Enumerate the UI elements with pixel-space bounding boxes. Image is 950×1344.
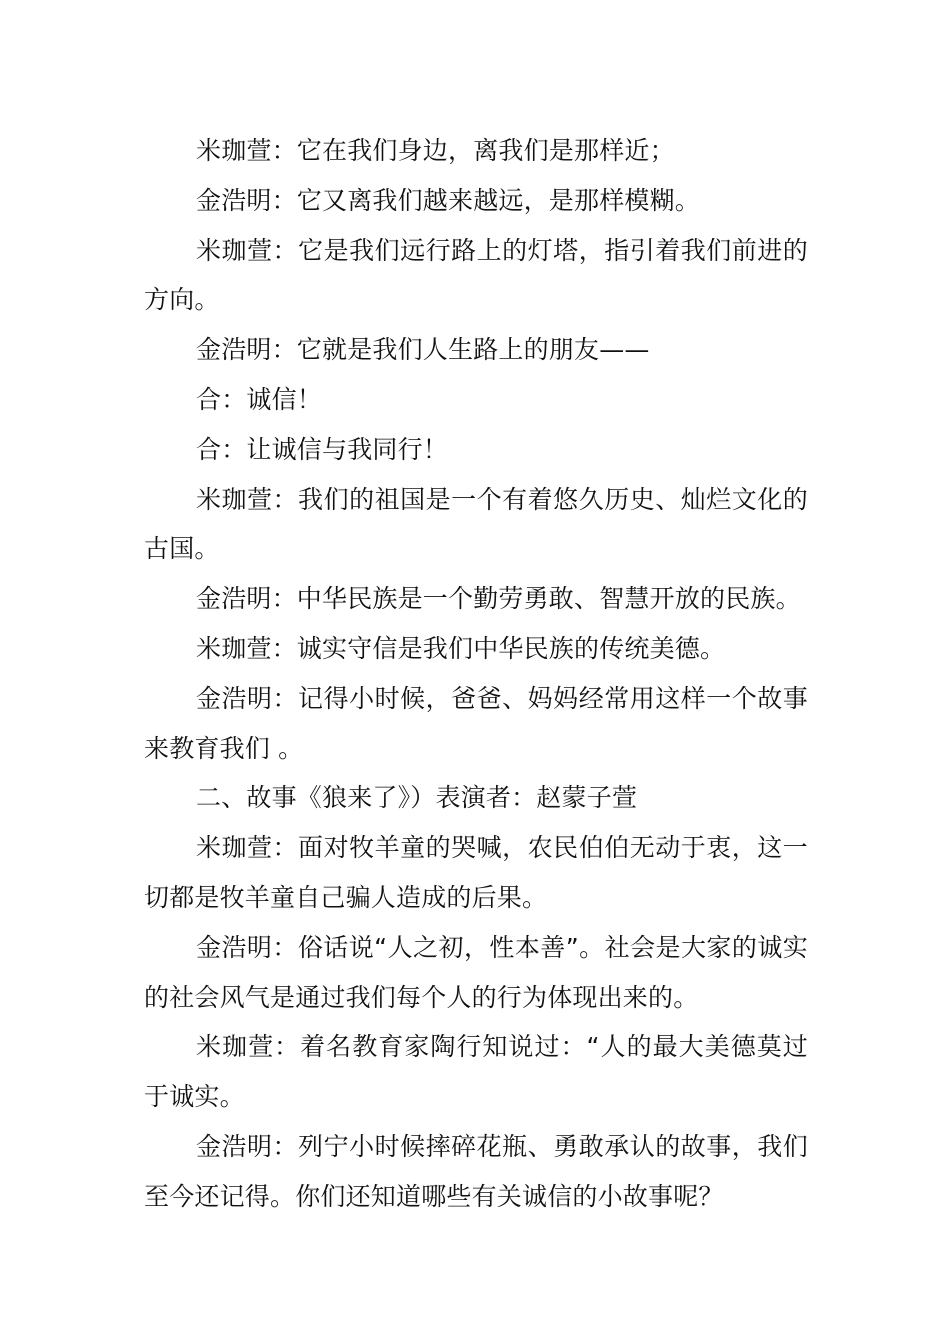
paragraph: 米珈萱：它在我们身边，离我们是那样近； <box>196 136 675 165</box>
paragraph: 金浩明：它就是我们人生路上的朋友—— <box>196 335 650 365</box>
paragraph: 米珈萱：它是我们远行路上的灯塔，指引着我们前进的方向。 <box>144 235 808 315</box>
paragraph: 金浩明：记得小时候，爸爸、妈妈经常用这样一个故事来教育我们 。 <box>144 683 808 763</box>
paragraph: 米珈萱：面对牧羊童的哭喊，农民伯伯无动于衷，这一切都是牧羊童自己骗人造成的后果。 <box>144 833 808 912</box>
section-heading: 二、故事《狼来了》）表演者：赵蒙子萱 <box>196 783 638 813</box>
paragraph: 合：让诚信与我同行！ <box>196 434 449 464</box>
paragraph: 金浩明：俗话说“人之初，性本善”。社会是大家的诚实的社会风气是通过我们每个人的行为体现出来的。 <box>144 932 808 1012</box>
paragraph: 金浩明：中华民族是一个勤劳勇敢、智慧开放的民族。 <box>196 584 801 614</box>
paragraph: 米珈萱：着名教育家陶行知说过：“人的最大美德莫过于诚实。 <box>144 1032 808 1112</box>
paragraph: 金浩明：它又离我们越来越远，是那样模糊。 <box>196 185 701 215</box>
paragraph: 金浩明：列宁小时候摔碎花瓶、勇敢承认的故事，我们至今还记得。你们还知道哪些有关诚信的小故事呢？ <box>144 1131 808 1211</box>
paragraph: 米珈萱：我们的祖国是一个有着悠久历史、灿烂文化的古国。 <box>144 484 808 564</box>
paragraph: 合：诚信！ <box>196 384 323 414</box>
paragraph: 米珈萱：诚实守信是我们中华民族的传统美德。 <box>196 633 726 663</box>
document-body <box>144 126 808 1222</box>
